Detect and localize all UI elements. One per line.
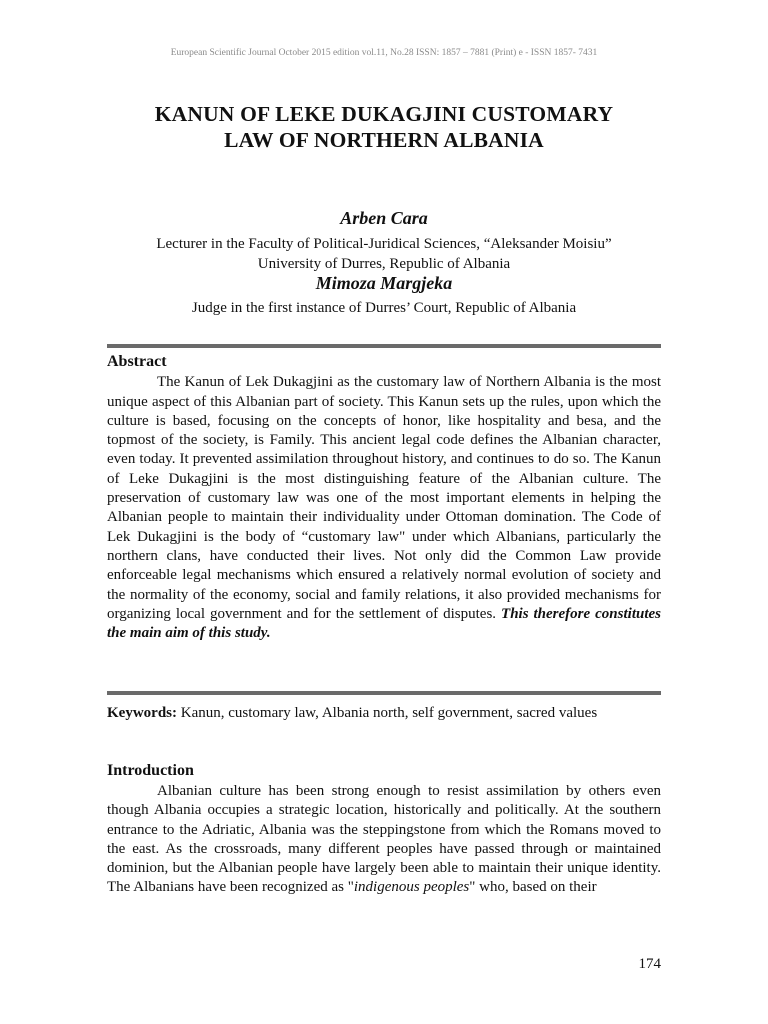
author-name-1: Arben Cara	[340, 208, 428, 228]
author-name-2: Mimoza Margjeka	[315, 273, 453, 293]
abstract-body	[107, 373, 661, 643]
paper-title	[0, 101, 768, 153]
abstract-emphasis: This therefore constitutes the main aim of this study.	[107, 605, 661, 642]
journal-header: European Scientific Journal October 2015 edition vol.11, No.28 ISSN: 1857 – 7881 (Print) e - ISSN 1857- 7431	[170, 48, 598, 58]
author-affiliation-1	[0, 234, 768, 274]
introduction-section	[107, 761, 661, 897]
title-line-2: LAW OF NORTHERN ALBANIA	[224, 128, 544, 152]
abstract-section	[107, 352, 661, 643]
top-divider	[107, 344, 661, 348]
bottom-divider	[107, 691, 661, 695]
keywords-label: Keywords:	[107, 705, 177, 721]
affiliation-1-line-1: Lecturer in the Faculty of Political-Juridical Sciences, “Aleksander Moisiu”	[156, 236, 612, 252]
keywords-text: Kanun, customary law, Albania north, self government, sacred values	[180, 705, 598, 721]
abstract-text: The Kanun of Lek Dukagjini as the customary law of Northern Albania is the most unique aspect of this Albanian part of society. This Kanun sets up the rules, upon which the culture is based, focusing on the concepts of honor, like hospitality and besa, and the topmost of the society, is Family. This ancient legal code defines the Albanian character, even today. It prevented assimilation throughout history, and continues to do so. The Kanun of Leke Dukagjini is the most distinguishing feature of the Albanian culture. The preservation of customary law was one of the most important elements in helping the Albanian people to maintain their individuality under Ottoman domination. The Code of Lek Dukagjini is the body of “customary law" under which Albanians, particularly the northern clans, have conducted their lives. Not only did the Common Law provide enforceable legal mechanisms which ensured a relatively normal evolution of society and the normality of the economy, social and family relations, it also provided mechanisms for organizing local government and for the settlement of disputes.	[107, 374, 661, 622]
intro-text-after: " who, based on their	[469, 879, 597, 896]
intro-italic: indigenous peoples	[353, 879, 470, 896]
introduction-heading: Introduction	[107, 762, 194, 779]
introduction-body	[107, 782, 661, 897]
title-line-1: KANUN OF LEKE DUKAGJINI CUSTOMARY	[154, 102, 614, 126]
abstract-heading: Abstract	[107, 353, 167, 370]
keywords-section	[107, 703, 661, 723]
author-affiliation-2: Judge in the first instance of Durres’ Court, Republic of Albania	[191, 300, 577, 316]
intro-text-before: Albanian culture has been strong enough to resist assimilation by others even though Albania occupies a strategic location, historically and politically. At the southern entrance to the Adriatic, Albania was the steppingstone from which the Romans moved to the east. As the crossroads, many different peoples have passed through or maintained dominion, but the Albanian people have largely been able to maintain their unique identity. The Albanians have been recognized as "	[107, 783, 661, 896]
page-number: 174	[638, 956, 661, 972]
affiliation-1-line-2: University of Durres, Republic of Albania	[257, 256, 511, 272]
